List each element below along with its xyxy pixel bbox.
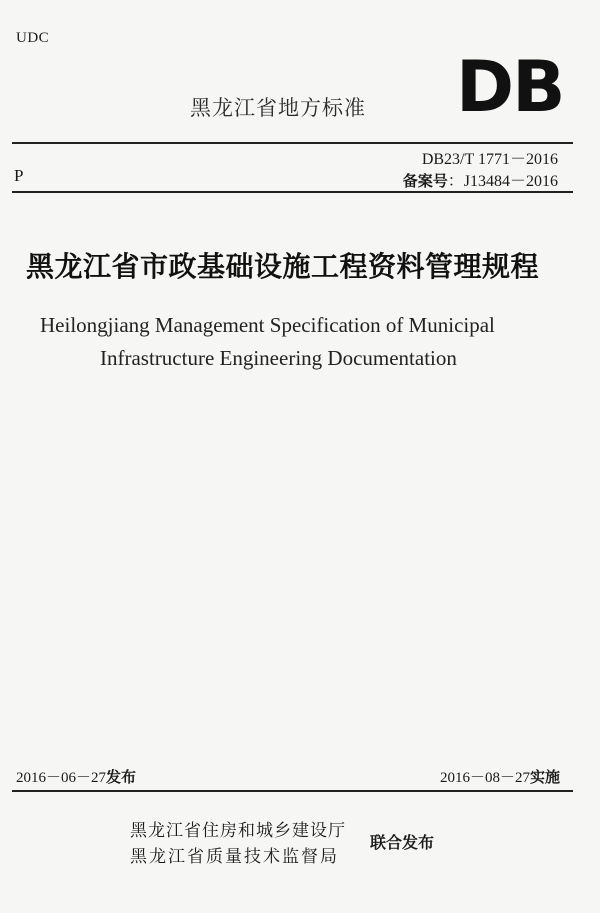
record-number — [403, 168, 558, 191]
joint-release-label: 联合发布 — [370, 833, 435, 852]
english-title-line-2: Infrastructure Engineering Documentation — [100, 346, 457, 370]
record-number-label: 备案号 — [402, 172, 448, 190]
record-number-value: ：J13484－2016 — [447, 173, 558, 190]
implementation-date-label: 实施 — [529, 768, 560, 786]
english-title-line-1: Heilongjiang Management Specification of Municipal — [40, 313, 495, 337]
issue-date-label: 发布 — [106, 768, 137, 786]
implementation-date-value: 2016－08－27 — [439, 770, 530, 786]
issue-date — [16, 766, 136, 787]
issuer-quality-bureau: 黑龙江省质量技术监督局 — [130, 847, 339, 867]
standard-code: DB23/T 1771－2016 — [421, 151, 558, 168]
code-rule — [12, 191, 573, 193]
db-logo: DB — [456, 46, 564, 128]
standard-type-label: 黑龙江省地方标准 — [190, 96, 366, 120]
header-rule — [12, 142, 573, 144]
issuer-housing-department: 黑龙江省住房和城乡建设厅 — [130, 821, 346, 841]
classification-letter: P — [14, 166, 24, 185]
footer-rule — [12, 790, 573, 792]
issue-date-value: 2016－06－27 — [16, 770, 107, 786]
udc-label: UDC — [16, 30, 50, 46]
implementation-date — [440, 766, 560, 787]
chinese-title: 黑龙江省市政基础设施工程资料管理规程 — [26, 250, 540, 283]
